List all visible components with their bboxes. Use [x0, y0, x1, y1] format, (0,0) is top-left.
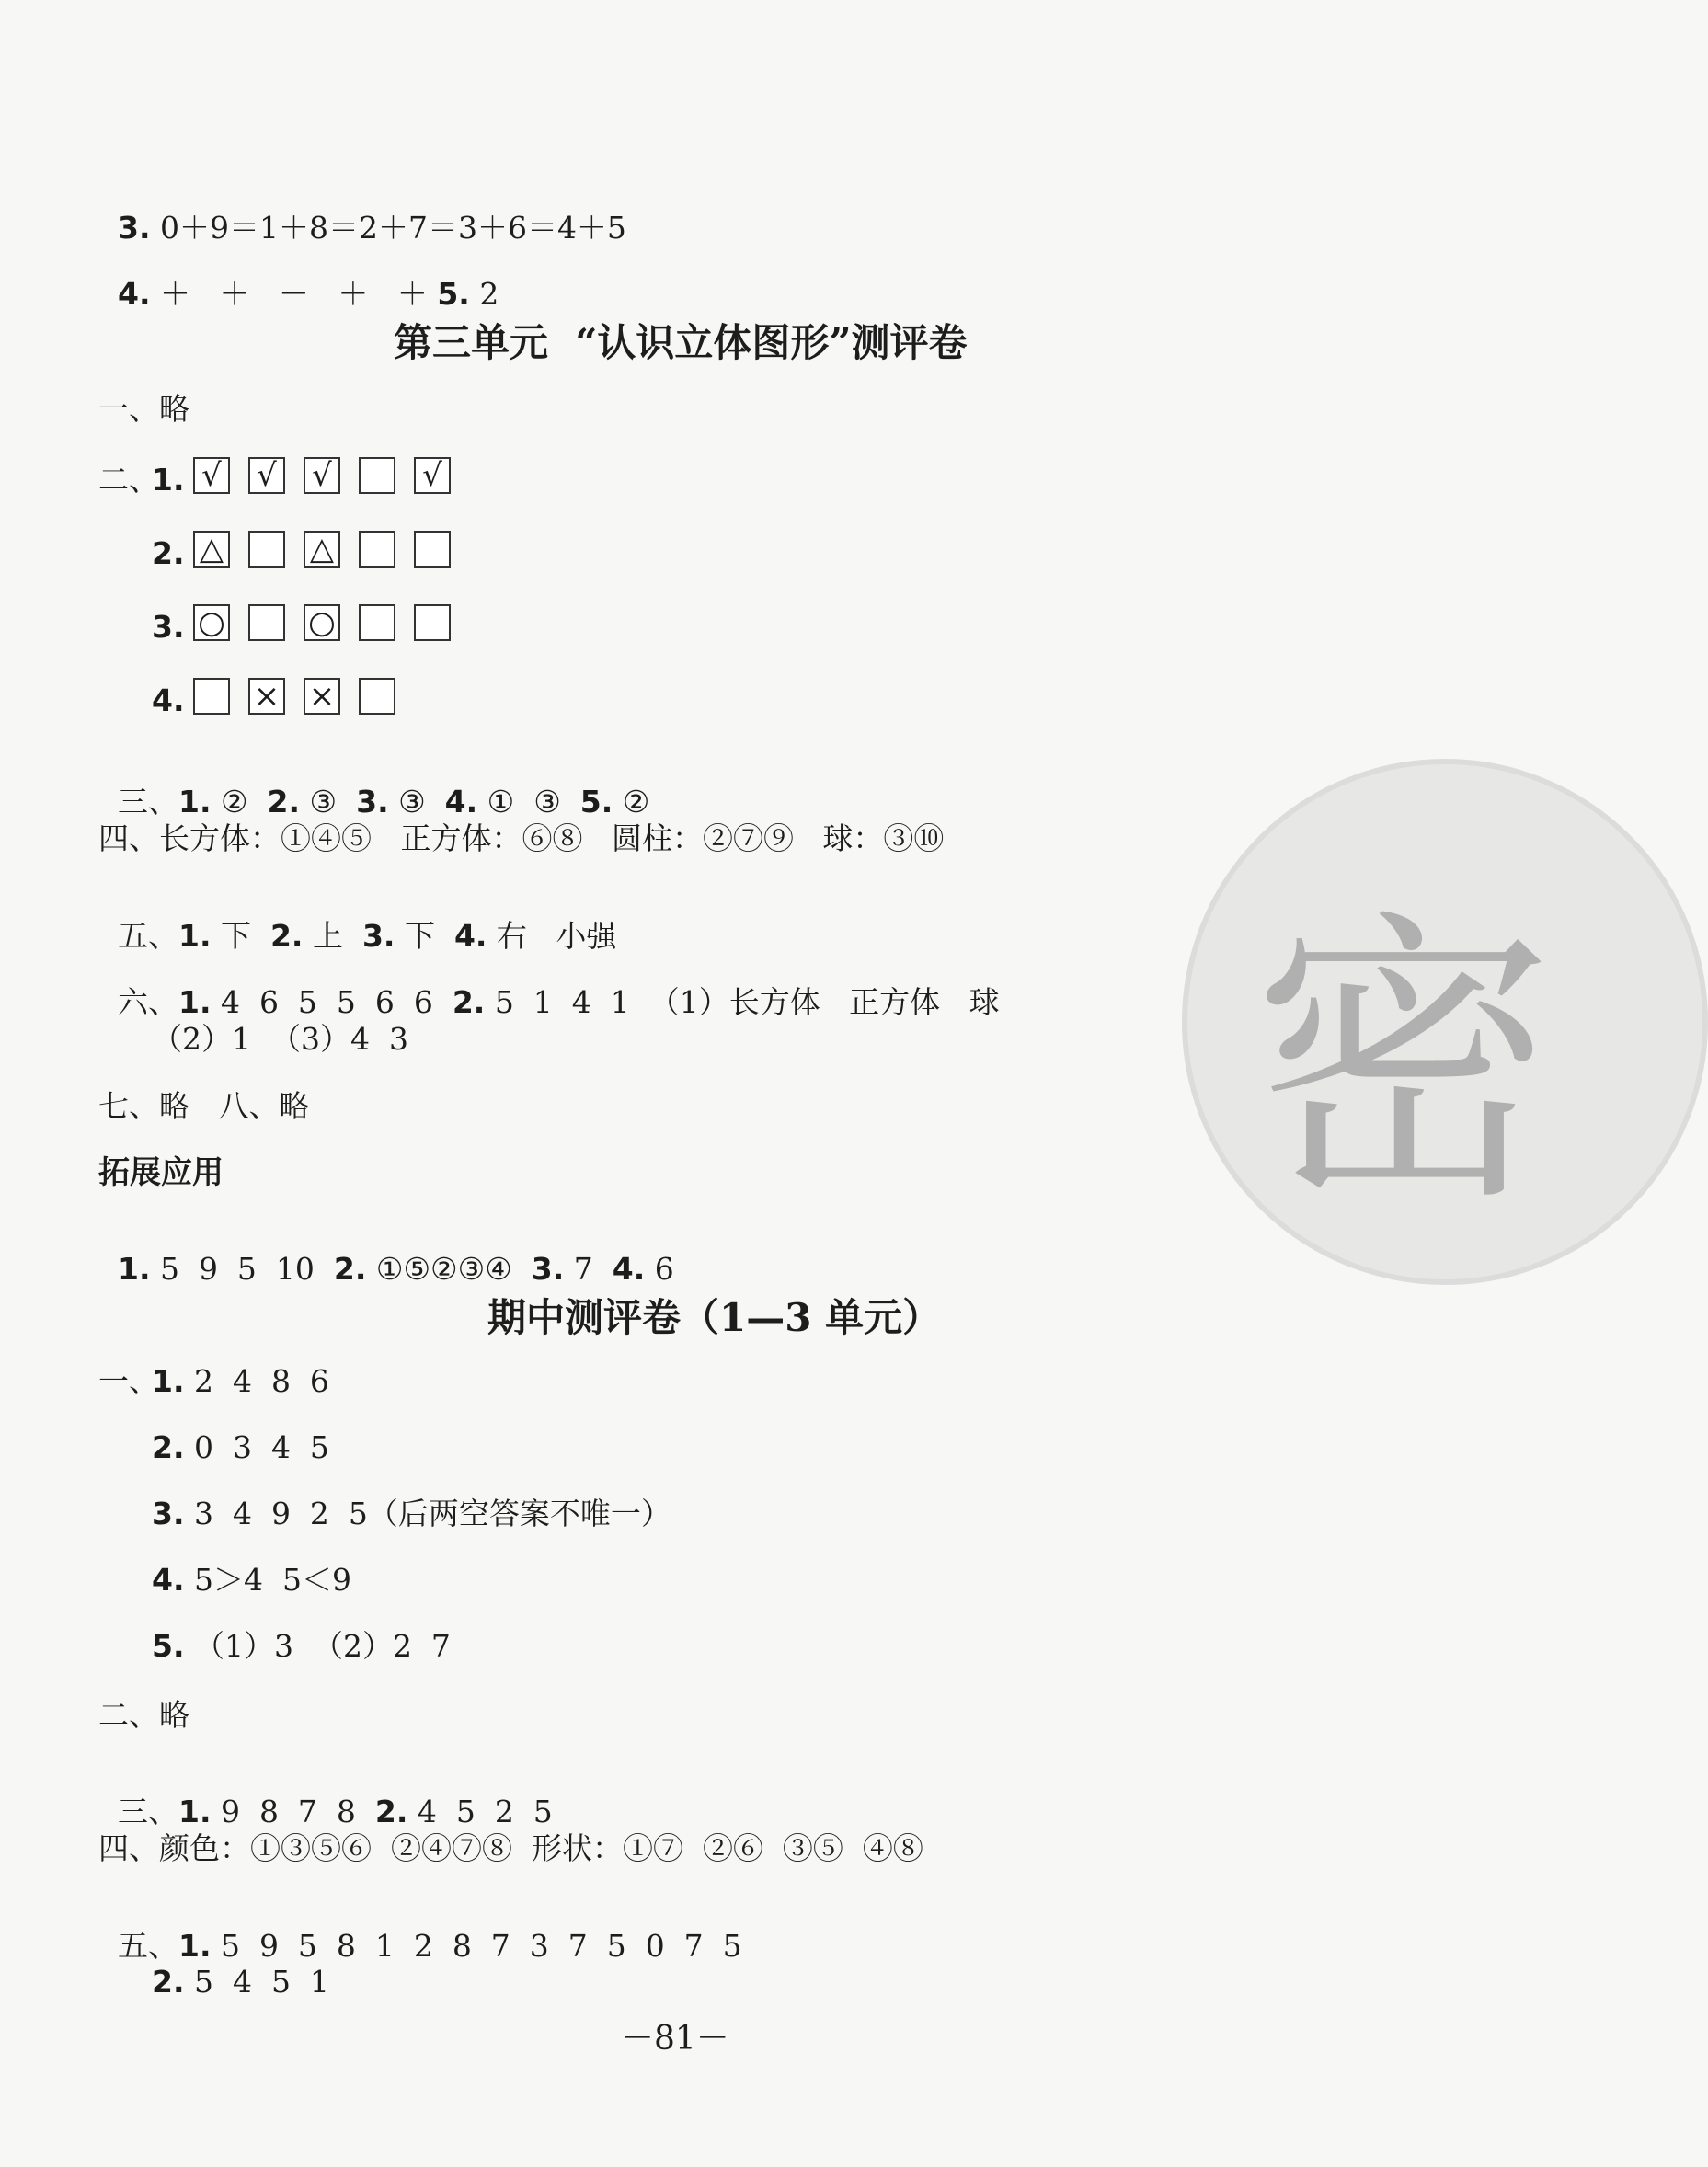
answer-section-7-8: 七、略 八、略 — [98, 1088, 310, 1124]
answer-box: √ — [248, 457, 285, 494]
item-number: 4. — [152, 1562, 185, 1598]
answer-section-4: 四、长方体：①④⑤ 正方体：⑥⑧ 圆柱：②⑦⑨ 球：③⑩ — [98, 820, 945, 856]
answer-line-3 — [98, 182, 626, 246]
item-number: 2. — [269, 918, 304, 954]
answer-text: ①⑤②③④ — [366, 1251, 532, 1287]
answer-text: ③ — [388, 784, 445, 820]
answer-text: 上 — [303, 918, 362, 954]
answer-line — [152, 1562, 351, 1598]
answer-line — [152, 1628, 451, 1664]
answer-boxes-row-1 — [193, 457, 451, 494]
item-number: 5. — [152, 1628, 185, 1664]
item-number: 2. — [152, 535, 185, 571]
answer-box: × — [304, 678, 340, 715]
item-number: 5. — [579, 784, 613, 820]
answer-text: 5 1 4 1 （1）长方体 正方体 球 — [485, 984, 1000, 1020]
answer-box — [248, 531, 285, 568]
answer-text: 右 小强 — [487, 918, 617, 954]
item-number: 4. — [612, 1251, 646, 1287]
answer-text: 5＞4 5＜9 — [184, 1562, 351, 1598]
item-number: 3. — [361, 918, 395, 954]
section-prefix: 六、 — [117, 984, 178, 1020]
answer-box: △ — [304, 531, 340, 568]
answer-line — [152, 1498, 671, 1529]
section-prefix: 五、 — [117, 918, 178, 954]
item-number: 1. — [178, 1794, 212, 1829]
answer-section-6-continued: （2）1 （3）4 3 — [152, 1021, 408, 1057]
item-number: 1. — [117, 1251, 151, 1287]
answer-section-6 — [98, 957, 1000, 1020]
answer-section-1: 一、略 — [98, 391, 189, 427]
section-prefix: 三、 — [117, 784, 178, 820]
answer-box: √ — [304, 457, 340, 494]
item-number: 2. — [152, 1429, 185, 1465]
answer-text: 2 — [469, 276, 499, 312]
answer-section-5 — [98, 1900, 742, 1964]
answer-section-2: 二、略 — [98, 1697, 189, 1733]
watermark-seal — [1182, 759, 1708, 1285]
answer-box — [414, 531, 451, 568]
item-number: 4. — [444, 784, 478, 820]
answer-box: √ — [193, 457, 230, 494]
section-title-midterm: 期中测评卷（1—3 单元） — [487, 1295, 942, 1340]
answer-line — [152, 1363, 329, 1399]
answer-text: 5 4 5 1 — [184, 1964, 329, 2000]
answer-text: 5 9 5 8 1 2 8 7 3 7 5 0 7 5 — [211, 1928, 742, 1964]
answer-box — [359, 457, 395, 494]
item-number: 4. — [453, 918, 487, 954]
item-number: 1. — [152, 1363, 185, 1399]
answer-text: 7 — [564, 1251, 613, 1287]
item-number: 3. — [117, 210, 151, 246]
section-prefix: 五、 — [117, 1928, 178, 1964]
answer-text: 3 4 9 2 5（后两空答案不唯一） — [184, 1496, 671, 1531]
page-number: －81－ — [621, 2020, 729, 2058]
answer-text: 下 — [211, 918, 270, 954]
answer-text: ② — [211, 784, 268, 820]
answer-section-4: 四、颜色：①③⑤⑥ ②④⑦⑧ 形状：①⑦ ②⑥ ③⑤ ④⑧ — [98, 1830, 923, 1866]
answer-text: ① ③ — [477, 784, 580, 820]
answer-text: 2 4 8 6 — [184, 1363, 329, 1399]
section-prefix: 一、 — [98, 1363, 159, 1399]
item-number: 4. — [117, 276, 151, 312]
item-number: 1. — [152, 462, 185, 498]
section-title-unit3: 第三单元 “认识立体图形”测评卷 — [394, 320, 968, 365]
answer-box — [248, 604, 285, 641]
answer-box: △ — [193, 531, 230, 568]
answer-text: （1）3 （2）2 7 — [184, 1628, 451, 1664]
item-number: 4. — [152, 682, 185, 718]
answer-box: √ — [414, 457, 451, 494]
answer-box: ○ — [304, 604, 340, 641]
answer-section-3 — [98, 756, 650, 820]
answer-box — [193, 678, 230, 715]
answer-text: 下 — [395, 918, 454, 954]
answer-text: ③ — [300, 784, 357, 820]
item-number: 3. — [531, 1251, 565, 1287]
answer-text: 9 8 7 8 — [211, 1794, 375, 1829]
item-number: 3. — [152, 609, 185, 645]
answer-boxes-row-3 — [193, 604, 451, 641]
answer-text: ＋ ＋ － ＋ ＋ — [150, 276, 438, 312]
item-number: 2. — [333, 1251, 367, 1287]
answer-box — [359, 678, 395, 715]
item-number: 1. — [178, 784, 212, 820]
extension-answers — [98, 1223, 674, 1287]
answer-box: × — [248, 678, 285, 715]
answer-text: 0＋9＝1＋8＝2＋7＝3＋6＝4＋5 — [150, 210, 626, 246]
answer-box — [359, 604, 395, 641]
answer-line — [152, 1429, 329, 1465]
answer-text: 6 — [645, 1251, 674, 1287]
item-number: 3. — [152, 1496, 185, 1531]
answer-text: 4 6 5 5 6 6 — [211, 984, 453, 1020]
item-number: 1. — [178, 918, 212, 954]
answer-text: 5 9 5 10 — [150, 1251, 334, 1287]
item-number: 2. — [452, 984, 486, 1020]
item-number: 2. — [267, 784, 301, 820]
item-number: 2. — [152, 1964, 185, 2000]
answer-boxes-row-2 — [193, 531, 451, 568]
answer-text: 0 3 4 5 — [184, 1429, 329, 1465]
section-prefix: 二、 — [98, 462, 159, 498]
item-number: 1. — [178, 984, 212, 1020]
answer-line — [152, 1964, 329, 2000]
answer-box: ○ — [193, 604, 230, 641]
answer-boxes-row-4 — [193, 678, 395, 715]
answer-text: 4 5 2 5 — [407, 1794, 553, 1829]
answer-line-4 — [98, 248, 499, 312]
answer-text: ② — [613, 784, 650, 820]
item-number: 5. — [437, 276, 470, 312]
answer-section-5 — [98, 890, 617, 954]
answer-box — [414, 604, 451, 641]
item-number: 2. — [374, 1794, 408, 1829]
answer-section-3 — [98, 1766, 553, 1827]
item-number: 3. — [356, 784, 389, 820]
answer-box — [359, 531, 395, 568]
section-prefix: 三、 — [117, 1794, 178, 1829]
item-number: 1. — [178, 1928, 212, 1964]
extension-heading: 拓展应用 — [98, 1154, 224, 1191]
watermark-seal-char: 密 — [1252, 887, 1555, 1240]
